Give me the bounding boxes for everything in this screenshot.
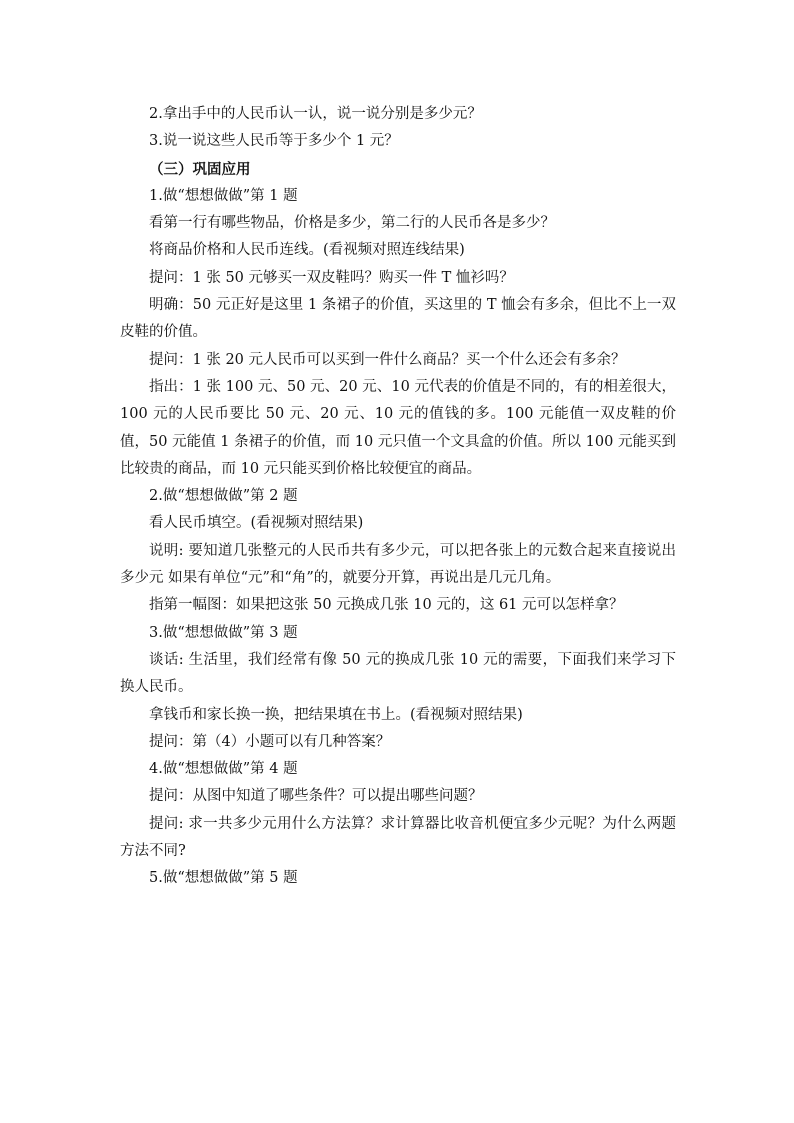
paragraph: 提问：第（4）小题可以有几种答案？ [149,733,391,750]
paragraph: 2.做“想想做做”第 2 题 [149,488,298,505]
paragraph: 3.做“想想做做”第 3 题 [149,624,298,641]
paragraph: 明确：50 元正好是这里 1 条裙子的价值，买这里的 T 恤会有多余，但比不上一双皮鞋的价值。 [120,297,676,341]
paragraph: 5.做“想想做做”第 5 题 [149,870,298,887]
paragraph: 2.拿出手中的人民币认一认，说一说分别是多少元？ [149,106,482,122]
paragraph: 指第一幅图：如果把这张 50 元换成几张 10 元的，这 61 元可以怎样拿？ [149,597,624,614]
paragraph: 看第一行有哪些物品，价格是多少，第二行的人民币各是多少？ [149,215,555,232]
paragraph: 1.做“想想做做”第 1 题 [149,187,298,204]
document-body [120,101,676,893]
paragraph: 指出：1 张 100 元、50 元、20 元、10 元代表的价值是不同的，有的相差很大，100 元的人民币要比 50 元、20 元、10 元的值钱的多。100 元能值一双皮鞋的价值，50 元能值 1 条裙子的价值，而 10 元只值一个文具盒的价值。所以 100 元能买到比较贵的商品，而 10 元只能买到价格比较便宜的商品。 [120,378,676,477]
paragraph: 提问：从图中知道了哪些条件？可以提出哪些问题？ [149,788,483,805]
paragraph: 提问: 求一共多少元用什么方法算？求计算器比收音机便宜多少元呢？为什么两题方法不同? [120,815,676,860]
paragraph: 3.说一说这些人民币等于多少个 1 元？ [149,133,399,150]
paragraph: 谈话: 生活里，我们经常有像 50 元的换成几张 10 元的需要，下面我们来学习下换人民币。 [120,651,676,696]
paragraph: 提问：1 张 50 元够买一双皮鞋吗？购买一件 T 恤衫吗？ [149,269,514,286]
paragraph: 看人民币填空。(看视频对照结果) [149,515,364,532]
paragraph: 将商品价格和人民币连线。(看视频对照连线结果) [149,242,465,259]
paragraph: 拿钱币和家长换一换，把结果填在书上。(看视频对照结果) [149,706,523,723]
paragraph: 4.做“想想做做”第 4 题 [149,761,298,778]
paragraph: 说明: 要知道几张整元的人民币共有多少元，可以把各张上的元数合起来直接说出多少元 如果有单位“元”和“角”的，就要分开算，再说出是几元几角。 [120,542,676,587]
section-heading: （三）巩固应用 [149,160,251,178]
paragraph: 提问：1 张 20 元人民币可以买到一件什么商品？买一个什么还会有多余？ [149,351,626,368]
